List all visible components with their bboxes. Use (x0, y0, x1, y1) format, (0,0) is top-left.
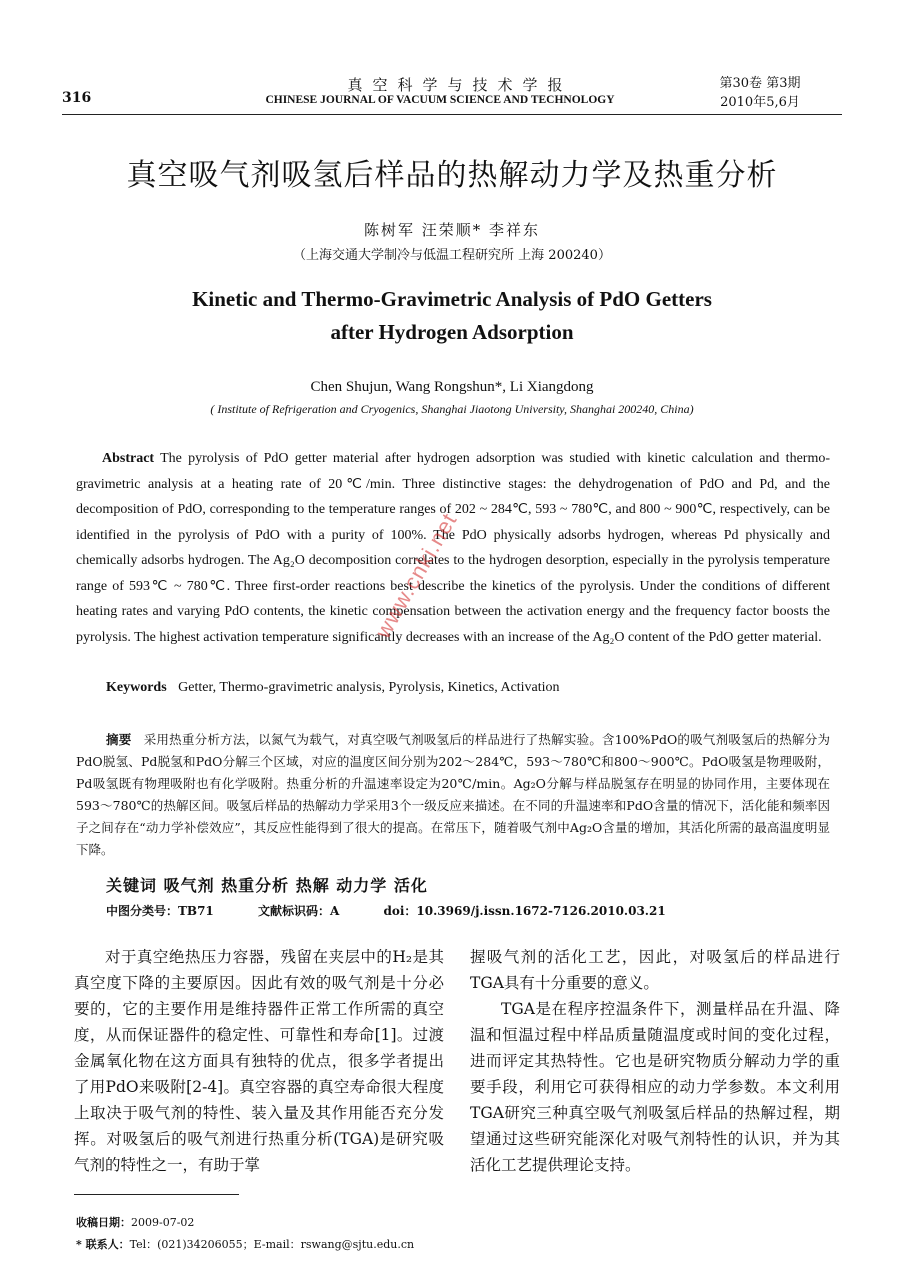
abstract-en-text: The pyrolysis of PdO getter material after hydrogen adsorption was studied with kinetic calculation and thermo-gravimetric analysis at a heating rate of 20℃/min. Three distinctive stages: the dehydrogenation of PdO and Pd, and the decomposition of PdO, corresponding to the temperature ranges of 202 ~ 284℃, 593 ~ 780℃, and 800 ~ 900℃, respectively, can be identified in the pyrolysis of PdO with a purity of 100%. The PdO physically adsorbs hydrogen, whereas Pd physically and chemically adsorbs hydrogen. The Ag₂O decomposition correlates to the hydrogen desorption, especially in the pyrolysis temperature range of 593℃ ~ 780℃. Three first-order reactions best describe the kinetics of the pyrolysis. Under the conditions of different heating rates and varying PdO contents, the kinetic compensation between the activation energy and the frequency factor boosts the pyrolysis. The highest activation temperature significantly decreases with an increase of the Ag₂O content of the PdO getter material. (76, 451, 830, 645)
body-paragraph: 对于真空绝热压力容器，残留在夹层中的H₂是其真空度下降的主要原因。因此有效的吸气剂是十分必要的，它的主要作用是维持器件正常工作所需的真空度，从而保证器件的稳定性、可靠性和寿命[1]。过渡金属氧化物在这方面具有独特的优点，很多学者提出了用PdO来吸附[2-4]。真空容器的真空寿命很大程度上取决于吸气剂的特性、装入量及其作用能否充分发挥。对吸氢后的吸气剂进行热重分析(TGA)是研究吸气剂的特性之一，有助于掌 (74, 948, 444, 1174)
footnote-divider (74, 1194, 239, 1195)
authors-en: Chen Shujun, Wang Rongshun*, Li Xiangdong (310, 379, 594, 395)
volume-issue: 第30卷 第3期 (719, 76, 801, 91)
abstract-cn-label: 摘要 (106, 732, 132, 747)
received-date: 2009-07-02 (131, 1216, 195, 1229)
issue-info (700, 74, 820, 112)
clc-number: 中图分类号：TB71 (106, 904, 214, 918)
paper-title-en (40, 283, 864, 349)
body-column-right (470, 944, 840, 1178)
body-column-left (74, 944, 444, 1178)
received-label: 收稿日期： (76, 1216, 131, 1229)
abstract-en-label: Abstract (102, 451, 155, 466)
abstract-cn (76, 729, 830, 861)
keywords-en (76, 680, 830, 696)
keywords-cn: 关键词 吸气剂 热重分析 热解 动力学 活化 (106, 876, 428, 895)
affiliation-cn: （上海交通大学制冷与低温工程研究所 上海 200240） (293, 248, 611, 263)
journal-title-en: CHINESE JOURNAL OF VACUUM SCIENCE AND TECHNOLOGY (265, 94, 615, 106)
body-paragraph: TGA是在程序控温条件下，测量样品在升温、降温和恒温过程中样品质量随温度或时间的变化过程，进而评定其热特性。它也是研究物质分解动力学的重要手段，利用它可获得相应的动力学参数。本文利用TGA研究三种真空吸气剂吸氢后样品的热解过程，期望通过这些研究能深化对吸气剂特性的认识，并为其活化工艺提供理论支持。 (470, 1000, 840, 1174)
contact-label: * 联系人： (76, 1238, 130, 1251)
issue-date: 2010年5,6月 (720, 95, 800, 110)
keywords-en-label: Keywords (106, 680, 167, 695)
abstract-cn-text: 采用热重分析方法，以氮气为载气，对真空吸气剂吸氢后的样品进行了热解实验。含100%PdO的吸气剂吸氢后的热解分为PdO脱氢、Pd脱氢和PdO分解三个区域，对应的温度区间分别为202～284℃，593～780℃和800～900℃。PdO吸氢是物理吸附，Pd吸氢既有物理吸附也有化学吸附。热重分析的升温速率设定为20℃/min。Ag₂O分解与样品脱氢存在明显的协同作用，主要体现在593～780℃的热解区间。吸氢后样品的热解动力学采用3个一级反应来描述。在不同的升温速率和PdO含量的情况下，活化能和频率因子之间存在“动力学补偿效应”，其反应性能得到了很大的提高。在常压下，随着吸气剂中Ag₂O含量的增加，其活化所需的最高温度明显下降。 (76, 732, 830, 857)
journal-title-cn: 真空科学与技术学报 (347, 76, 573, 94)
contact-info: Tel：(021)34206055；E-mail：rswang@sjtu.edu.cn (129, 1238, 415, 1251)
body-paragraph: 握吸气剂的活化工艺，因此，对吸氢后的样品进行TGA具有十分重要的意义。 (470, 948, 840, 992)
footnote-received (76, 1214, 194, 1230)
paper-title-cn: 真空吸气剂吸氢后样品的热解动力学及热重分析 (126, 158, 778, 193)
keywords-en-text: Getter, Thermo-gravimetric analysis, Pyrolysis, Kinetics, Activation (178, 680, 560, 695)
classification-line (106, 902, 806, 919)
footnote-contact (76, 1236, 414, 1252)
affiliation-en: ( Institute of Refrigeration and Cryogenics, Shanghai Jiaotong University, Shanghai 200240, China) (210, 402, 694, 416)
header-divider (62, 114, 842, 115)
abstract-en (76, 446, 830, 650)
watermark: www.cnki.net (370, 508, 462, 643)
page-number: 316 (62, 90, 92, 106)
doi: doi：10.3969/j.issn.1672-7126.2010.03.21 (383, 904, 666, 918)
title-en-line1: Kinetic and Thermo-Gravimetric Analysis of PdO Getters (192, 287, 712, 311)
authors-cn: 陈树军 汪荣顺* 李祥东 (363, 221, 541, 239)
document-code: 文献标识码：A (257, 904, 340, 918)
title-en-line2: after Hydrogen Adsorption (330, 320, 574, 344)
